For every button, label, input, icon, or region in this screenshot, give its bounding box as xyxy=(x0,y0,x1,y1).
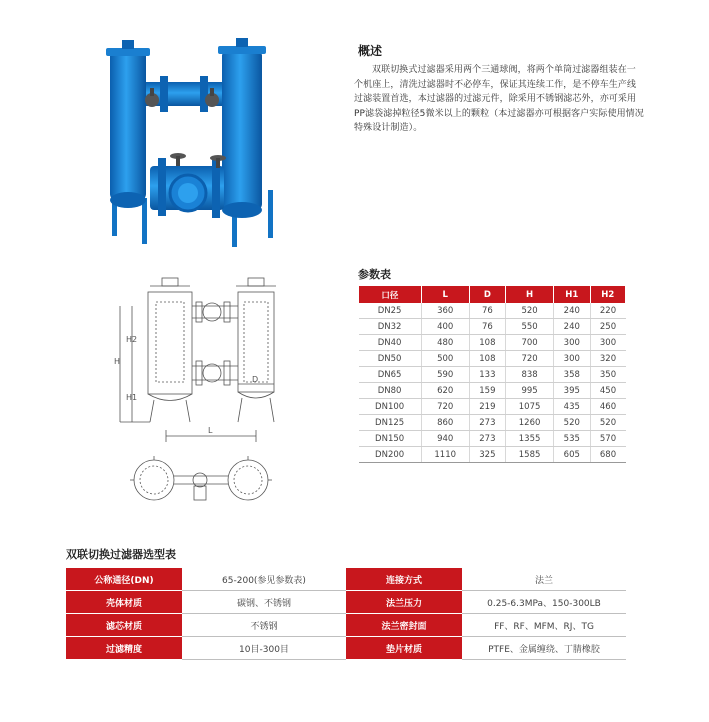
dim-label-h2: H2 xyxy=(126,335,138,344)
param-cell: 76 xyxy=(469,319,505,335)
table-row xyxy=(359,431,626,447)
table-row xyxy=(359,399,626,415)
table-row xyxy=(359,335,626,351)
param-cell: DN25 xyxy=(359,303,422,319)
param-cell: 400 xyxy=(421,319,469,335)
param-cell: 680 xyxy=(590,447,625,463)
selection-value-cell: PTFE、金属缠绕、丁腈橡胶 xyxy=(462,637,626,660)
param-cell: 720 xyxy=(506,351,554,367)
param-cell: DN80 xyxy=(359,383,422,399)
param-cell: 860 xyxy=(421,415,469,431)
param-cell: 300 xyxy=(554,335,590,351)
param-header-cell: L xyxy=(421,286,469,304)
param-cell: 570 xyxy=(590,431,625,447)
dim-label-l: L xyxy=(208,426,213,435)
selection-key-cell: 滤芯材质 xyxy=(66,614,182,637)
param-cell: 108 xyxy=(469,335,505,351)
param-header-cell: H1 xyxy=(554,286,590,304)
table-row xyxy=(66,637,626,660)
selection-value-cell: 0.25-6.3MPa、150-300LB xyxy=(462,591,626,614)
param-cell: 360 xyxy=(421,303,469,319)
table-row xyxy=(359,303,626,319)
param-cell: 520 xyxy=(590,415,625,431)
param-cell: 250 xyxy=(590,319,625,335)
param-cell: DN32 xyxy=(359,319,422,335)
param-cell: 550 xyxy=(506,319,554,335)
param-cell: 325 xyxy=(469,447,505,463)
selection-key-cell: 法兰密封面 xyxy=(346,614,462,637)
param-cell: 700 xyxy=(506,335,554,351)
overview-title: 概述 xyxy=(358,44,383,58)
product-photo xyxy=(100,38,300,250)
param-cell: 520 xyxy=(506,303,554,319)
selection-value-cell: 碳钢、不锈钢 xyxy=(182,591,346,614)
param-cell: 133 xyxy=(469,367,505,383)
selection-value-cell: 10目-300目 xyxy=(182,637,346,660)
param-cell: 273 xyxy=(469,431,505,447)
selection-key-cell: 公称通径(DN) xyxy=(66,568,182,591)
param-cell: 108 xyxy=(469,351,505,367)
table-row xyxy=(359,367,626,383)
param-cell: 720 xyxy=(421,399,469,415)
selection-key-cell: 过滤精度 xyxy=(66,637,182,660)
param-cell: 273 xyxy=(469,415,505,431)
table-row xyxy=(66,591,626,614)
param-cell: 350 xyxy=(590,367,625,383)
param-cell: 460 xyxy=(590,399,625,415)
technical-drawing xyxy=(100,272,320,522)
overview-text: 双联切换式过滤器采用两个三通球阀，将两个单筒过滤器组装在一个机座上，清洗过滤器时不必停车，保证其连续工作，是不停车生产线过滤装置首选，本过滤器的过滤元件，除采用不锈钢滤芯外，亦可采用PP滤袋滤掉粒径5微米以上的颗粒（本过滤器亦可根据客户实际使用情况特殊设计制造）。 xyxy=(354,65,644,133)
param-cell: 240 xyxy=(554,319,590,335)
param-cell: 220 xyxy=(590,303,625,319)
param-cell: 159 xyxy=(469,383,505,399)
param-header-cell: H2 xyxy=(590,286,625,304)
param-cell: 435 xyxy=(554,399,590,415)
param-header-cell: D xyxy=(469,286,505,304)
param-cell: DN40 xyxy=(359,335,422,351)
selection-key-cell: 壳体材质 xyxy=(66,591,182,614)
param-cell: 1110 xyxy=(421,447,469,463)
param-header-cell: H xyxy=(506,286,554,304)
param-cell: 605 xyxy=(554,447,590,463)
param-cell: 395 xyxy=(554,383,590,399)
selection-key-cell: 法兰压力 xyxy=(346,591,462,614)
param-cell: 76 xyxy=(469,303,505,319)
selection-value-cell: 65-200(参见参数表) xyxy=(182,568,346,591)
param-table xyxy=(358,285,626,463)
param-cell: 520 xyxy=(554,415,590,431)
selection-value-cell: 法兰 xyxy=(462,568,626,591)
table-row xyxy=(359,383,626,399)
dim-label-h: H xyxy=(114,357,121,366)
param-header-cell: 口径 xyxy=(359,286,422,304)
param-cell: 838 xyxy=(506,367,554,383)
dim-label-h1: H1 xyxy=(126,393,138,402)
param-cell: 1355 xyxy=(506,431,554,447)
table-row xyxy=(66,568,626,591)
param-cell: 620 xyxy=(421,383,469,399)
param-cell: DN125 xyxy=(359,415,422,431)
param-cell: 480 xyxy=(421,335,469,351)
param-cell: 358 xyxy=(554,367,590,383)
param-cell: 300 xyxy=(554,351,590,367)
param-cell: 219 xyxy=(469,399,505,415)
selection-table-title: 双联切换过滤器选型表 xyxy=(66,548,176,561)
selection-table xyxy=(66,568,626,660)
selection-value-cell: FF、RF、MFM、RJ、TG xyxy=(462,614,626,637)
param-cell: DN65 xyxy=(359,367,422,383)
table-row xyxy=(359,415,626,431)
param-table-header xyxy=(359,286,626,304)
param-cell: 300 xyxy=(590,335,625,351)
param-cell: 450 xyxy=(590,383,625,399)
param-cell: DN200 xyxy=(359,447,422,463)
param-cell: 1075 xyxy=(506,399,554,415)
param-cell: DN150 xyxy=(359,431,422,447)
param-table-title: 参数表 xyxy=(358,268,391,281)
param-cell: 940 xyxy=(421,431,469,447)
selection-key-cell: 连接方式 xyxy=(346,568,462,591)
selection-value-cell: 不锈钢 xyxy=(182,614,346,637)
table-row xyxy=(66,614,626,637)
param-cell: 535 xyxy=(554,431,590,447)
selection-key-cell: 垫片材质 xyxy=(346,637,462,660)
dim-label-d: D xyxy=(252,375,259,384)
table-row xyxy=(359,447,626,463)
param-cell: 320 xyxy=(590,351,625,367)
param-cell: 590 xyxy=(421,367,469,383)
param-cell: 500 xyxy=(421,351,469,367)
param-cell: 1585 xyxy=(506,447,554,463)
param-cell: 995 xyxy=(506,383,554,399)
param-cell: DN100 xyxy=(359,399,422,415)
table-row xyxy=(359,319,626,335)
param-cell: 240 xyxy=(554,303,590,319)
table-row xyxy=(359,351,626,367)
param-cell: DN50 xyxy=(359,351,422,367)
param-cell: 1260 xyxy=(506,415,554,431)
